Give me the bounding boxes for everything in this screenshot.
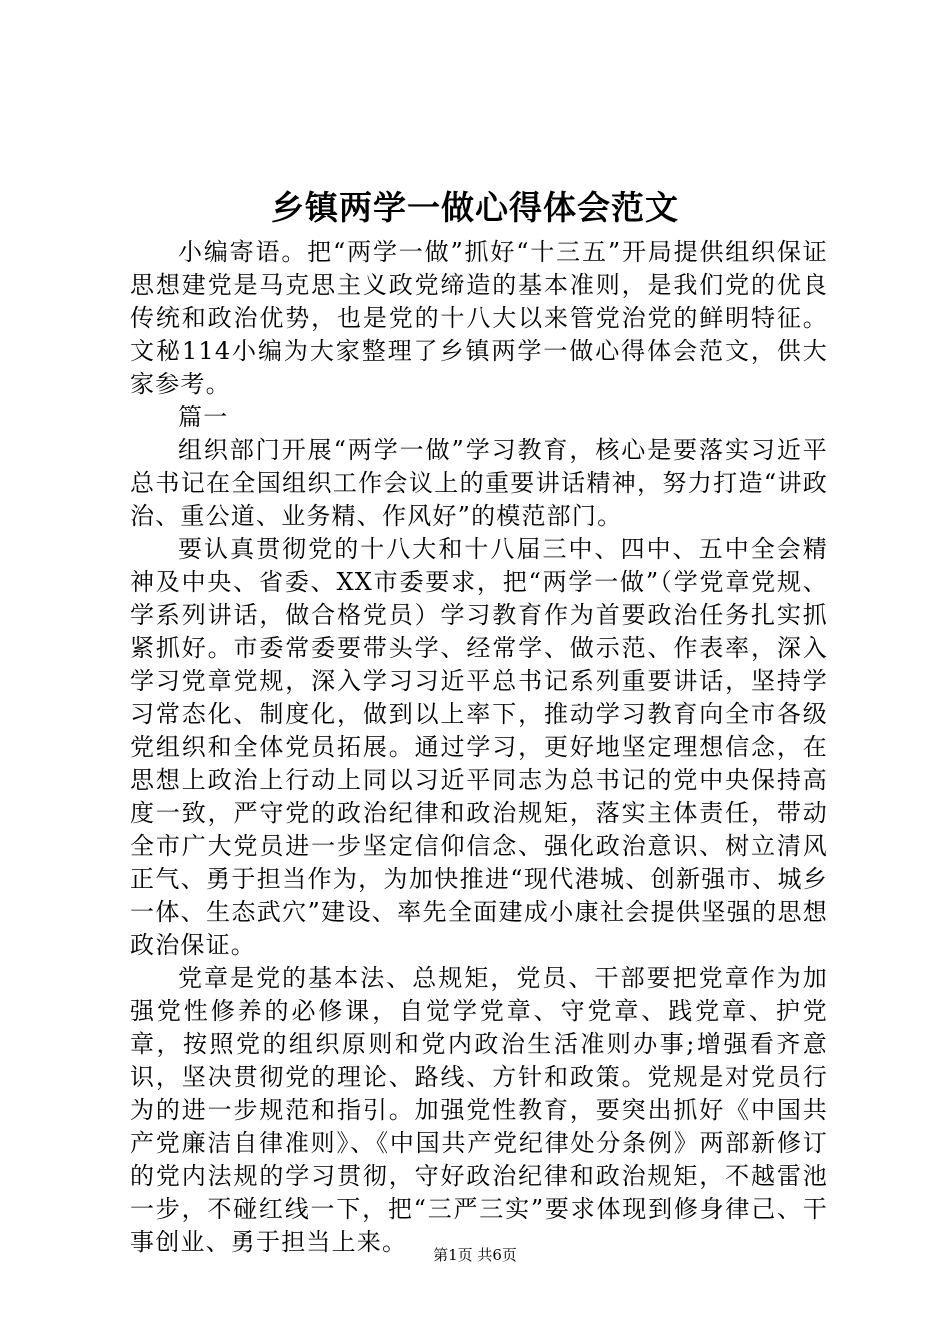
- document-title: 乡镇两学一做心得体会范文: [271, 188, 679, 227]
- paragraph-section-heading: 篇一: [178, 403, 229, 431]
- document-body: [130, 236, 828, 1259]
- paragraph-implementation: 要认真贯彻党的十八大和十八届三中、四中、五中全会精神及中央、省委、XX市委要求，把“两学一做”（学党章党规、学系列讲话，做合格党员）学习教育作为首要政治任务扎实抓紧抓好。市委常委要带头学、经常学、做示范、作表率，深入学习党章党规，深入学习习近平总书记系列重要讲话，坚持学习常态化、制度化，做到以上率下，推动学习教育向全市各级党组织和全体党员拓展。通过学习，更好地坚定理想信念，在思想上政治上行动上同以习近平同志为总书记的党中央保持高度一致，严守党的政治纪律和政治规矩，落实主体责任，带动全市广大党员进一步坚定信仰信念、强化政治意识、树立清风正气、勇于担当作为，为加快推进“现代港城、创新强市、城乡一体、生态武穴”建设、率先全面建成小康社会提供坚强的思想政治保证。: [130, 535, 828, 959]
- page-footer: 第1页 共6页: [433, 1246, 517, 1264]
- paragraph-party-constitution: 党章是党的基本法、总规矩，党员、干部要把党章作为加强党性修养的必修课，自觉学党章、守党章、践党章、护党章，按照党的组织原则和党内政治生活准则办事;增强看齐意识，坚决贯彻党的理论、路线、方针和政策。党规是对党员行为的进一步规范和指引。加强党性教育，要突出抓好《中国共产党廉洁自律准则》、《中国共产党纪律处分条例》两部新修订的党内法规的学习贯彻，守好政治纪律和政治规矩，不越雷池一步，不碰红线一下，把“三严三实”要求体现到修身律己、干事创业、勇于担当上来。: [130, 964, 828, 1256]
- paragraph-organization: 组织部门开展“两学一做”学习教育，核心是要落实习近平总书记在全国组织工作会议上的重要讲话精神，努力打造“讲政治、重公道、业务精、作风好”的模范部门。: [130, 436, 828, 530]
- paragraph-intro: 小编寄语。把“两学一做”抓好“十三五”开局提供组织保证思想建党是马克思主义政党缔造的基本准则，是我们党的优良传统和政治优势，也是党的十八大以来管党治党的鲜明特征。文秘114小编为大家整理了乡镇两学一做心得体会范文，供大家参考。: [130, 238, 828, 398]
